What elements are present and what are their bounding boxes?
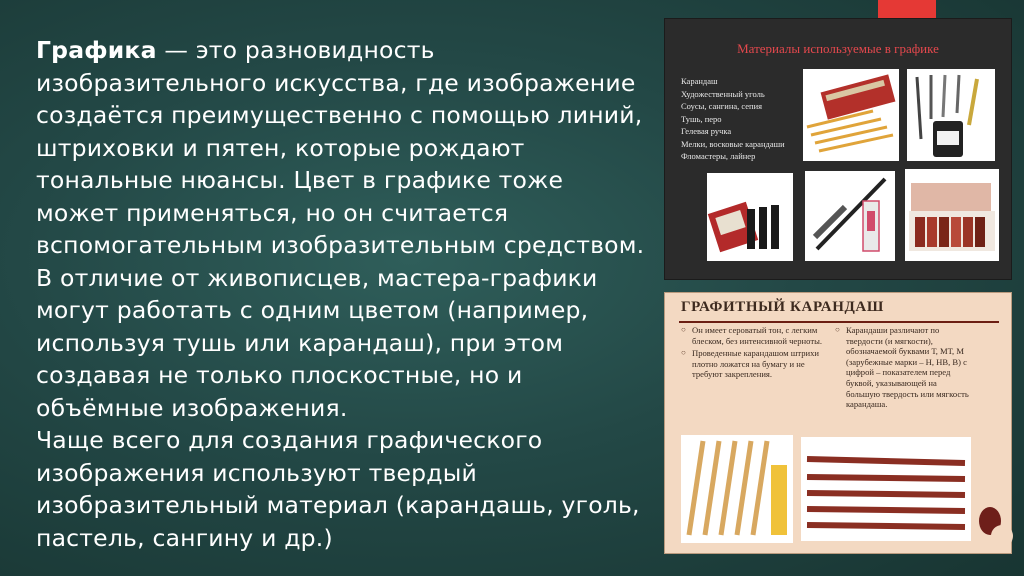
title-rule xyxy=(679,321,999,323)
bullet-item: ○ Проведенные карандашом штрихи плотно ложатся на бумагу и не требуют закрепления. xyxy=(681,348,831,380)
accent-bar xyxy=(878,0,936,18)
pencil-fan-photo xyxy=(681,435,793,543)
materials-list xyxy=(681,75,785,163)
decorative-corner xyxy=(979,507,1001,535)
materials-item: Соусы, сангина, сепия xyxy=(681,101,763,111)
ink-pens-photo xyxy=(907,69,995,161)
definition-paragraph xyxy=(36,34,646,424)
materials-item: Гелевая ручка xyxy=(681,126,732,136)
gel-pen-photo xyxy=(805,171,895,261)
materials-item: Мелки, восковые карандаши xyxy=(681,138,785,149)
materials-image-card xyxy=(664,18,1012,280)
materials-item: Карандаш xyxy=(681,76,718,86)
graphite-title: ГРАФИТНЫЙ КАРАНДАШ xyxy=(681,299,884,315)
bullet-item: ○ Карандаши различают по твердости (и мягкости), обозначаемой буквами Т, МТ, М (зарубежные марки – Н, НВ, В) с цифрой – показателем перед буквой, указывающей на большую твердость или мягкость карандаша. xyxy=(835,325,973,410)
graphite-pencil-card xyxy=(664,292,1012,554)
materials-item: Тушь, перо xyxy=(681,113,722,124)
charcoal-photo xyxy=(707,173,793,261)
materials-item: Художественный уголь xyxy=(681,88,765,99)
materials-item: Фломастеры, лайнер xyxy=(681,151,756,161)
definition-text: — это разновидность изобразительного искусства, где изображение создаётся преимущественно с помощью линий, штриховки и пятен, которые рождают тональные нюансы. Цвет в графике тоже может применяться, но он считается вспомогательным изобразительным средством. В отличие от живописцев, мастера-графики могут работать с одним цветом (например, используя тушь или карандаш), при этом создавая не только плоскостные, но и объёмные изображения. xyxy=(36,36,645,422)
pencils-photo xyxy=(803,69,899,161)
note-paragraph: Чаще всего для создания графического изображения используют твердый изобразительный материал (карандашь, уголь, пастель, сангину и др.) xyxy=(36,426,640,552)
materials-title: Материалы используемые в графике xyxy=(737,41,939,56)
pastels-photo xyxy=(905,169,999,261)
term-heading: Графика xyxy=(36,36,157,64)
main-text-block xyxy=(36,34,646,554)
left-bullet-list xyxy=(681,325,831,382)
red-pencils-photo xyxy=(801,437,971,541)
bullet-item: ○ Он имеет сероватый тон, с легким блеском, без интенсивной черноты. xyxy=(681,325,831,346)
right-bullet-list xyxy=(835,325,973,412)
